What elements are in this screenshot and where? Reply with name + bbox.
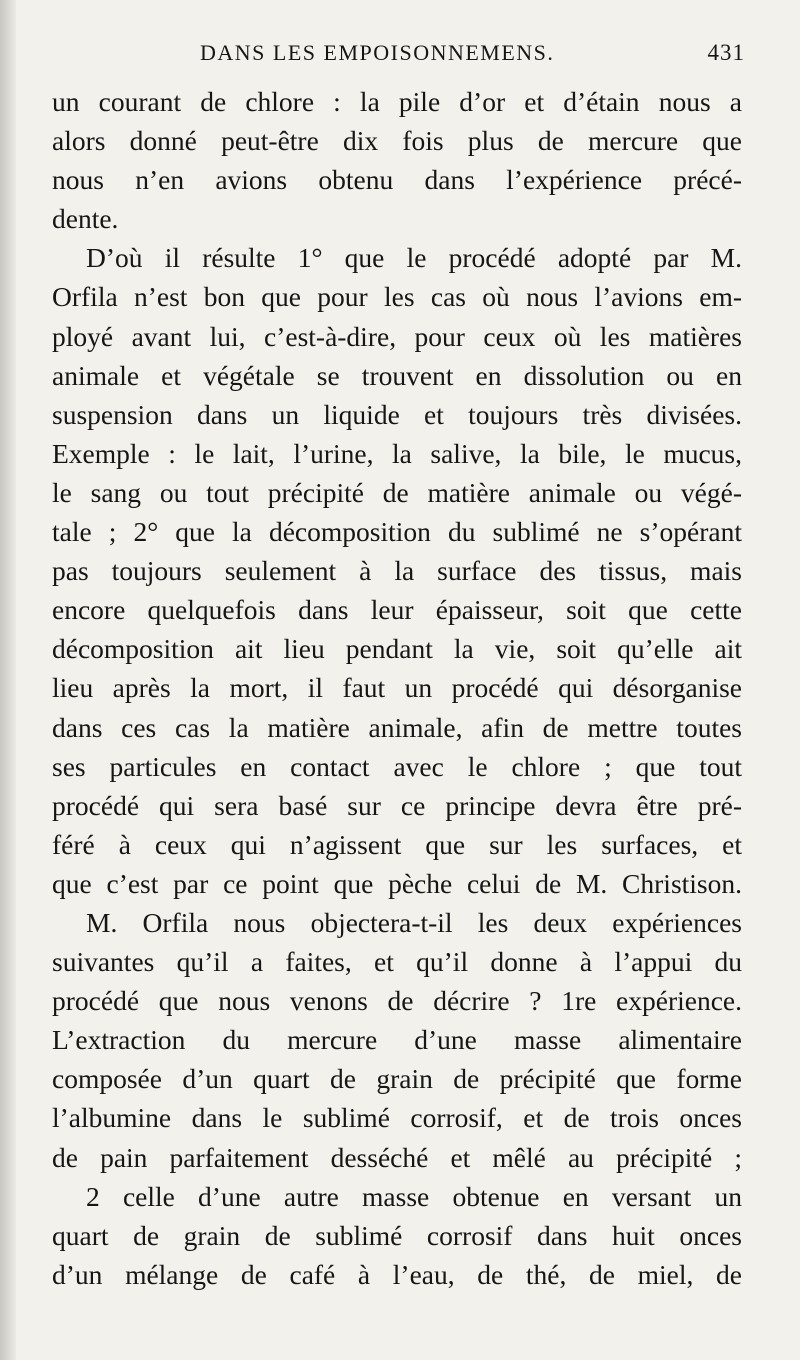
text-line: d’un mélange de café à l’eau, de thé, de miel, de [52,1258,742,1290]
running-head: DANS LES EMPOISONNEMENS. [200,40,555,65]
page-number: 431 [707,40,745,65]
text-line: alors donné peut-être dix fois plus de mercure que [52,125,742,157]
text-line: ses particules en contact avec le chlore ; que tout [52,750,742,782]
text-line: l’albumine dans le sublimé corrosif, et de trois onces [52,1102,742,1134]
text-line: un courant de chlore : la pile d’or et d’étain nous a [52,86,742,117]
text-line: décomposition ait lieu pendant la vie, soit qu’elle ait [52,633,742,665]
page-edge-shadow [0,0,16,1360]
text-line: pas toujours seulement à la surface des tissus, mais [52,555,742,587]
text-line: procédé qui sera basé sur ce principe devra être pré- [52,789,742,821]
text-line: composée d’un quart de grain de précipité que forme [52,1063,742,1095]
text-line: que c’est par ce point que pèche celui de M. Christison. [52,867,742,899]
text-line: suivantes qu’il a faites, et qu’il donne à l’appui du [52,946,742,978]
text-line: Exemple : le lait, l’urine, la salive, la bile, le mucus, [52,437,742,469]
text-line: ployé avant lui, c’est-à-dire, pour ceux où les matières [52,320,742,352]
text-line: Orfila n’est bon que pour les cas où nous l’avions em- [52,281,742,313]
text-line: quart de grain de sublimé corrosif dans huit onces [52,1219,742,1251]
text-line: dente. [52,203,119,235]
text-line: féré à ceux qui n’agissent que sur les surfaces, et [52,828,742,860]
text-line: lieu après la mort, il faut un procédé qui désorganise [52,672,742,704]
text-line: tale ; 2° que la décomposition du sublimé ne s’opérant [52,516,742,548]
body-text [52,82,742,1294]
text-line: procédé que nous venons de décrire ? 1re expérience. [52,985,742,1017]
text-line: animale et végétale se trouvent en dissolution ou en [52,359,742,391]
text-line: encore quelquefois dans leur épaisseur, soit que cette [52,594,742,626]
text-line: de pain parfaitement desséché et mêlé au précipité ; [52,1141,742,1173]
page-header [200,40,745,80]
text-line: 2 celle d’une autre masse obtenue en versant un [86,1180,742,1212]
paragraph-start-line: D’où il résulte 1° que le procédé adopté par M. [86,242,742,274]
text-line: dans ces cas la matière animale, afin de mettre toutes [52,711,742,743]
text-line: suspension dans un liquide et toujours très divisées. [52,398,742,430]
text-line: L’extraction du mercure d’une masse alimentaire [52,1024,742,1056]
text-line: nous n’en avions obtenu dans l’expérience précé- [52,164,742,196]
text-line: le sang ou tout précipité de matière animale ou végé- [52,476,742,508]
paragraph-start-line: M. Orfila nous objectera-t-il les deux expériences [86,906,742,938]
